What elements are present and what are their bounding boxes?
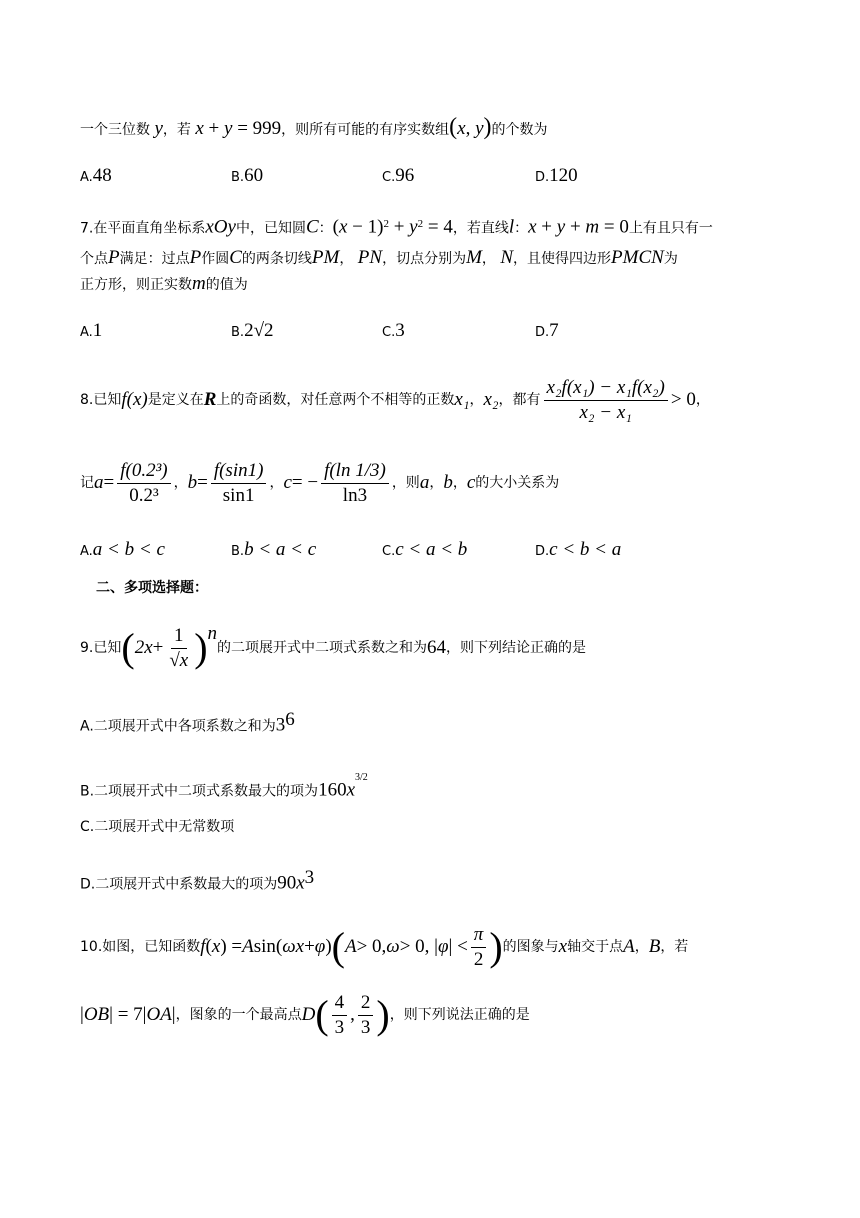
q7-option-b[interactable]: B.2√2 bbox=[231, 320, 274, 341]
q10-pi-over-2: $\frac{\pi}{2}$ bbox=[471, 925, 487, 970]
q9-option-d[interactable]: D.二项展开式中系数最大的项为$90x^3$ bbox=[80, 867, 315, 894]
q6-option-b[interactable]: B.60 bbox=[231, 165, 264, 186]
q8-condition-fraction: $\frac{\text{x₂f(x₁) − x₁f(x₂)}}{\text{x₂ − x₁}}$ bbox=[544, 378, 668, 423]
q7-line3: 正方形，则正实数m的值为 bbox=[80, 273, 248, 294]
q8-option-a[interactable]: A.a < b < c bbox=[80, 539, 165, 560]
q8-option-c[interactable]: C.c < a < b bbox=[382, 539, 468, 560]
q9-option-b[interactable]: B.二项展开式中二项式系数最大的项为$160x^{3/2}$ bbox=[80, 772, 368, 801]
q7-line1: 7.在平面直角坐标系xOy中，已知圆C：$(x - 1)^2 + y^2 = 4$，若直线l：x + y + m = 0上有且只有一 bbox=[80, 216, 713, 238]
q6-stem: 一个三位数 y，若 x + y = 999，则所有可能的有序实数组(x, y)的个数为 bbox=[80, 114, 548, 140]
q8-a-fraction: $\frac{\text{f(0.2³)}}{\text{0.2³}}$ bbox=[117, 461, 170, 506]
q9-stem: 9.已知 ( 2x + $\frac{1}{√x}$ ) $^n$ 的二项展开式中二项式系数之和为 64 ，则下列结论正确的是 bbox=[80, 623, 587, 671]
q8-line2: 记 a = $\frac{\text{f(0.2³)}}{\text{0.2³}}$ ， b = $\frac{f(\sin 1)}{\sin 1}$ ， c = − $\frac{f(\ln 1/3)}{\ln 3}$ ，则 a ， b ， c 的大小关系为 bbox=[80, 459, 560, 506]
q8-line1: 8.已知 f(x) 是定义在 R 上的奇函数，对任意两个不相等的正数 x₁ ， x₂ ，都有 $\frac{\text{x₂f(x₁) − x₁f(x₂)}}{\text{x₂ − x₁}}$ > 0 ， bbox=[80, 376, 710, 423]
q6-option-c[interactable]: C.96 bbox=[382, 165, 415, 186]
q7-option-a[interactable]: A.1 bbox=[80, 320, 103, 341]
q9-reciprocal-sqrt: $\frac{1}{√x}$ bbox=[169, 624, 189, 671]
q6-option-a[interactable]: A.48 bbox=[80, 165, 112, 186]
q9-option-c[interactable]: C.二项展开式中无常数项 bbox=[80, 819, 235, 835]
q7-option-c[interactable]: C.3 bbox=[382, 320, 405, 341]
q6-option-d[interactable]: D.120 bbox=[535, 165, 578, 186]
q8-b-fraction: $\frac{f(\sin 1)}{\sin 1}$ bbox=[211, 461, 267, 506]
q10-line1: 10.如图，已知函数 f ( x ) = A sin( ωx + φ ) ( A > 0, ω > 0, | φ | < $\frac{\pi}{2}$ ) 的图象与 x 轴交于点 A ， B ，若 bbox=[80, 923, 689, 970]
q8-option-b[interactable]: B.b < a < c bbox=[231, 539, 317, 560]
q10-line2: | OB | = 7| OA | ，图象的一个最高点 D ( $\frac{4}{3}$ , $\frac{2}{3}$ ) ，则下列说法正确的是 bbox=[80, 991, 530, 1038]
section-heading-multiple-choice: 二、多项选择题： bbox=[96, 580, 208, 596]
q7-option-d[interactable]: D.7 bbox=[535, 320, 559, 341]
q7-line2: 个点P满足：过点P作圆C的两条切线PM， PN，切点分别为M， N，且使得四边形PMCN为 bbox=[80, 247, 678, 268]
q9-option-a[interactable]: A.二项展开式中各项系数之和为$3^6$ bbox=[80, 709, 295, 736]
q10-d-x-fraction: $\frac{4}{3}$ bbox=[332, 993, 348, 1038]
q10-d-y-fraction: $\frac{2}{3}$ bbox=[358, 993, 374, 1038]
q8-c-fraction: $\frac{f(\ln 1/3)}{\ln 3}$ bbox=[321, 461, 389, 506]
q8-option-d[interactable]: D.c < b < a bbox=[535, 539, 622, 560]
